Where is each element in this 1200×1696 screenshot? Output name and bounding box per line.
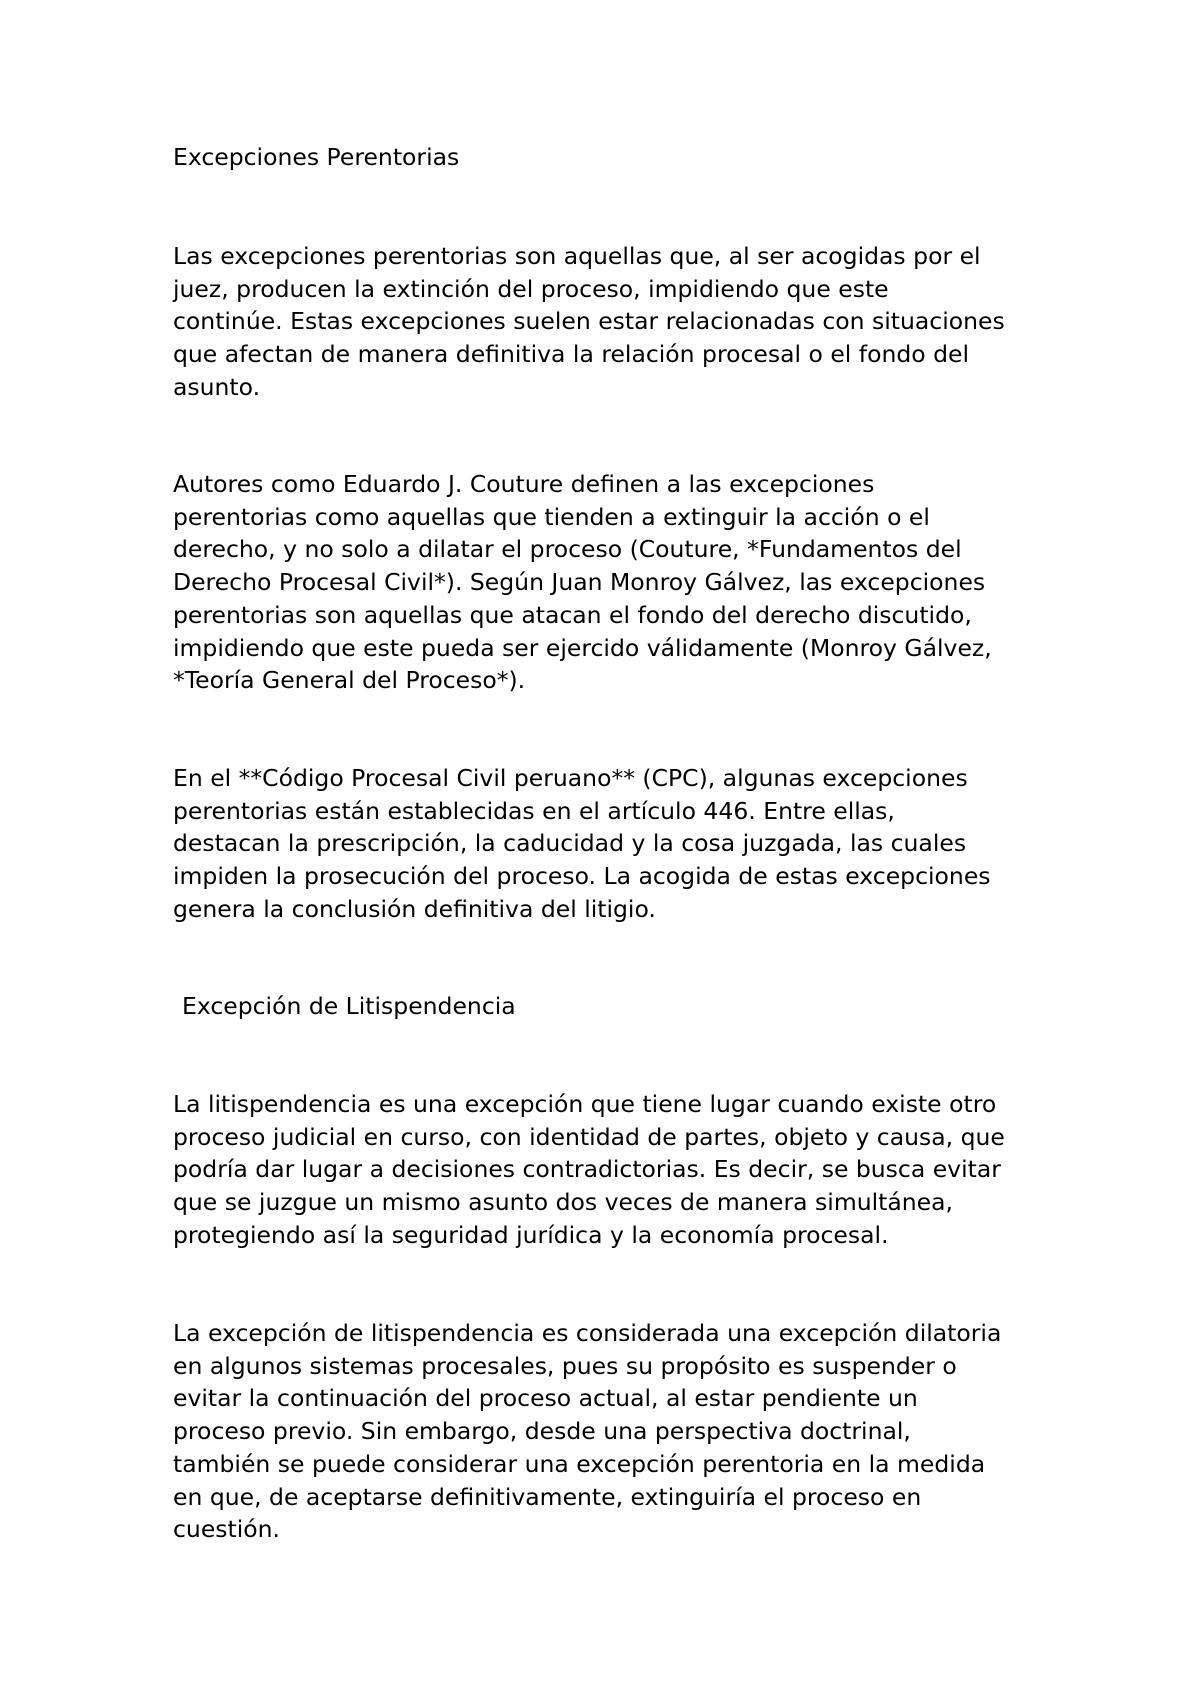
paragraph-cpc [173, 762, 1093, 926]
paragraph-litispendencia-definition [173, 1088, 1093, 1252]
paragraph-line: proceso judicial en curso, con identidad de partes, objeto y causa, que [173, 1122, 1005, 1151]
paragraph-line: que afectan de manera definitiva la relación procesal o el fondo del [173, 340, 970, 369]
paragraph-definition [173, 240, 1093, 404]
paragraph-line: evitar la continuación del proceso actual, al estar pendiente un [173, 1384, 918, 1413]
paragraph-line: en algunos sistemas procesales, pues su propósito es suspender o [173, 1351, 957, 1380]
paragraph-line: En el **Código Procesal Civil peruano** (CPC), algunas excepciones [173, 764, 968, 792]
paragraph-line: Derecho Procesal Civil*). Según Juan Monroy Gálvez, las excepciones [173, 568, 986, 597]
paragraph-line: derecho, y no solo a dilatar el proceso (Couture, *Fundamentos del [173, 535, 962, 564]
paragraph-line: podría dar lugar a decisiones contradictorias. Es decir, se busca evitar [173, 1155, 1001, 1184]
paragraph-line: *Teoría General del Proceso*). [173, 666, 526, 695]
paragraph-line: La excepción de litispendencia es considerada una excepción dilatoria [173, 1319, 1002, 1347]
heading-excepciones-perentorias: Excepciones Perentorias [173, 143, 460, 171]
paragraph-line: en que, de aceptarse definitivamente, extinguiría el proceso en [173, 1482, 922, 1511]
paragraph-line: impiden la prosecución del proceso. La acogida de estas excepciones [173, 862, 991, 891]
paragraph-line: continúe. Estas excepciones suelen estar relacionadas con situaciones [173, 307, 1005, 336]
paragraph-line: impidiendo que este pueda ser ejercido válidamente (Monroy Gálvez, [173, 633, 992, 662]
paragraph-line: genera la conclusión definitiva del litigio. [173, 894, 656, 923]
paragraph-line: perentorias son aquellas que atacan el fondo del derecho discutido, [173, 600, 972, 629]
paragraph-line: cuestión. [173, 1515, 281, 1544]
paragraph-line: juez, producen la extinción del proceso, impidiendo que este [173, 274, 889, 303]
paragraph-line: que se juzgue un mismo asunto dos veces de manera simultánea, [173, 1188, 953, 1217]
paragraph-authors [173, 468, 1093, 697]
paragraph-line: asunto. [173, 372, 261, 401]
paragraph-line: protegiendo así la seguridad jurídica y la economía procesal. [173, 1220, 889, 1249]
paragraph-line: también se puede considerar una excepción perentoria en la medida [173, 1449, 986, 1478]
paragraph-litispendencia-doctrine [173, 1317, 1093, 1546]
paragraph-line: Autores como Eduardo J. Couture definen a las excepciones [173, 470, 875, 498]
paragraph-line: perentorias como aquellas que tienden a extinguir la acción o el [173, 502, 930, 531]
paragraph-line: proceso previo. Sin embargo, desde una perspectiva doctrinal, [173, 1417, 911, 1446]
heading-litispendencia: Excepción de Litispendencia [182, 992, 516, 1020]
paragraph-line: perentorias están establecidas en el artículo 446. Entre ellas, [173, 796, 895, 825]
paragraph-line: Las excepciones perentorias son aquellas que, al ser acogidas por el [173, 242, 981, 270]
paragraph-line: destacan la prescripción, la caducidad y la cosa juzgada, las cuales [173, 829, 967, 858]
paragraph-line: La litispendencia es una excepción que tiene lugar cuando existe otro [173, 1090, 997, 1118]
